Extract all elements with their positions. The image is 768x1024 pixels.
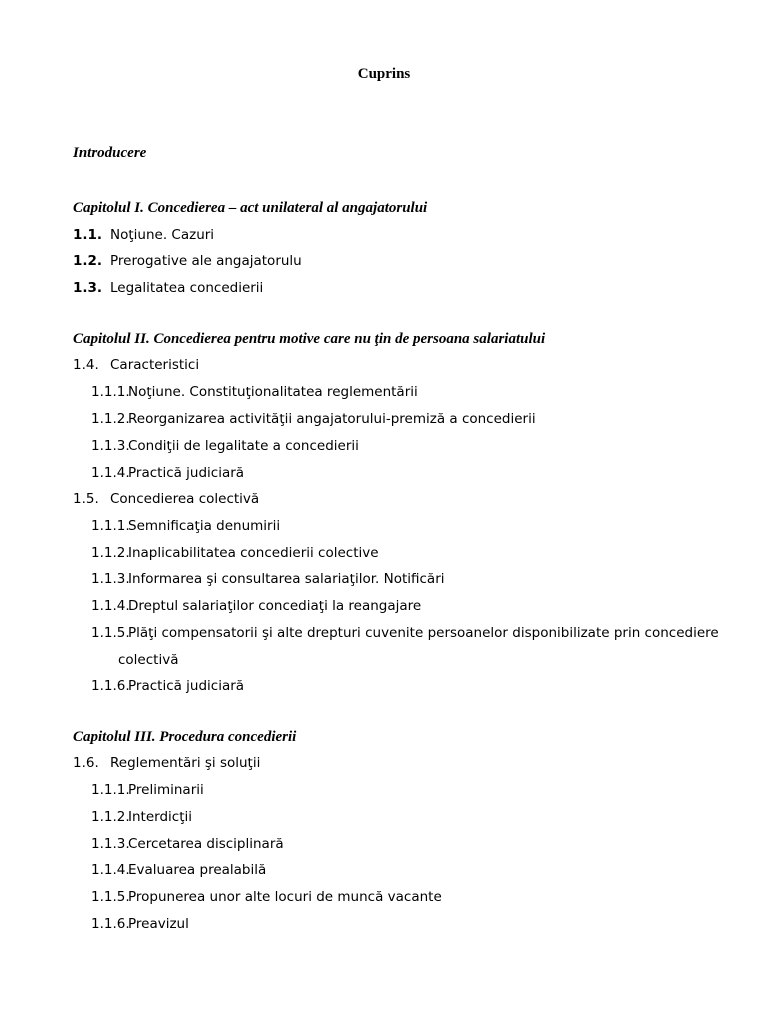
section-title: Concedierea colectivă [110,491,260,507]
toc-subsection [91,410,536,428]
subsection-title: Practică judiciară [128,678,245,694]
subsection-title: Preavizul [128,916,189,932]
toc-subsection [91,888,442,906]
subsection-number: 1.1.2. [91,545,130,561]
toc-subsection [91,383,418,401]
toc-section [73,356,199,374]
subsection-title-continuation: colectivă [118,652,179,668]
subsection-title: Practică judiciară [128,465,245,481]
section-number: 1.5. [73,491,99,507]
subsection-title: Cercetarea disciplinară [128,836,284,852]
section-title: Reglementări şi soluţii [110,755,261,771]
chapter-heading: Capitolul I. Concedierea – act unilateral al angajatorului [73,200,428,216]
section-number: 1.4. [73,357,99,373]
toc-introduction: Introducere [73,145,147,161]
section-number: 1.1. [73,227,103,243]
toc-section [73,252,302,270]
section-title: Legalitatea concedierii [110,280,264,296]
toc-subsection [91,677,244,695]
toc-section [73,754,260,772]
toc-subsection [91,544,379,562]
subsection-title: Plăţi compensatorii şi alte drepturi cuvenite persoanelor disponibilizate prin concediere [128,625,719,641]
subsection-number: 1.1.1. [91,518,130,534]
subsection-title: Propunerea unor alte locuri de muncă vacante [128,889,442,905]
subsection-number: 1.1.2. [91,411,130,427]
subsection-title: Inaplicabilitatea concedierii colective [128,545,379,561]
page-title: Cuprins [357,66,411,82]
subsection-number: 1.1.5. [91,889,130,905]
toc-subsection [91,464,244,482]
subsection-number: 1.1.5. [91,625,130,641]
chapter-heading: Capitolul III. Procedura concedierii [73,729,297,745]
section-title: Caracteristici [110,357,200,373]
toc-subsection [91,781,204,799]
subsection-number: 1.1.4. [91,465,130,481]
subsection-title: Interdicţii [128,809,192,825]
toc-subsection [91,624,719,642]
subsection-number: 1.1.3. [91,836,130,852]
subsection-title: Preliminarii [128,782,204,798]
chapter-heading: Capitolul II. Concedierea pentru motive care nu ţin de persoana salariatului [73,331,546,347]
toc-subsection [91,597,421,615]
subsection-number: 1.1.1. [91,782,130,798]
subsection-title: Condiţii de legalitate a concedierii [128,438,359,454]
toc-subsection [91,437,359,455]
subsection-title: Reorganizarea activităţii angajatorului-premiză a concedierii [128,411,536,427]
subsection-number: 1.1.6. [91,678,130,694]
toc-subsection [91,861,266,879]
subsection-number: 1.1.3. [91,571,130,587]
subsection-title: Informarea şi consultarea salariaţilor. Notificări [128,571,445,587]
subsection-number: 1.1.4. [91,862,130,878]
toc-subsection [91,915,189,933]
toc-section [73,490,259,508]
section-number: 1.3. [73,280,103,296]
subsection-number: 1.1.1. [91,384,130,400]
section-title: Prerogative ale angajatorulu [110,253,302,269]
subsection-title: Dreptul salariaţilor concediaţi la reangajare [128,598,422,614]
toc-subsection [91,570,445,588]
subsection-title: Evaluarea prealabilă [128,862,267,878]
toc-subsection [91,517,280,535]
subsection-title: Noţiune. Constituţionalitatea reglementării [128,384,418,400]
toc-section [73,226,214,244]
subsection-number: 1.1.2. [91,809,130,825]
subsection-number: 1.1.4. [91,598,130,614]
subsection-number: 1.1.6. [91,916,130,932]
section-title: Noţiune. Cazuri [110,227,215,243]
toc-subsection [91,835,284,853]
toc-section [73,279,263,297]
section-number: 1.6. [73,755,99,771]
toc-subsection [91,808,192,826]
section-number: 1.2. [73,253,103,269]
subsection-number: 1.1.3. [91,438,130,454]
subsection-title: Semnificaţia denumirii [128,518,281,534]
